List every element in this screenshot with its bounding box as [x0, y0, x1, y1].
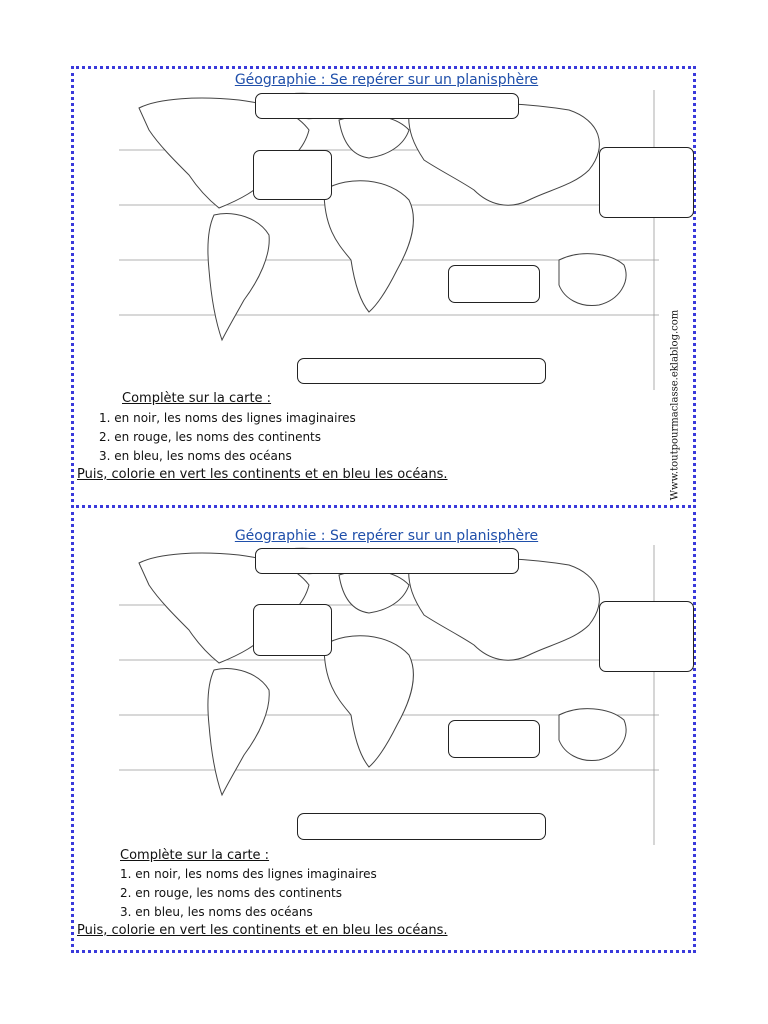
world-map [119, 90, 659, 390]
answer-box-right[interactable] [599, 601, 694, 672]
instructions-list [99, 409, 356, 466]
watermark [664, 310, 686, 500]
instruction-item [99, 447, 356, 466]
instruction-text: en bleu, les noms des océans [135, 905, 313, 919]
instructions-list [120, 865, 377, 922]
instruction-text: en rouge, les noms des continents [135, 886, 343, 900]
instruction-item [120, 865, 377, 884]
answer-box-middle[interactable] [448, 720, 540, 758]
instruction-number: 1. [120, 867, 132, 881]
answer-box-right[interactable] [599, 147, 694, 218]
worksheet-title: Géographie : Se repérer sur un planisphère [234, 72, 539, 88]
instruction-item [120, 903, 377, 922]
instructions-heading: Complète sur la carte : [120, 848, 270, 863]
worksheet-top [71, 66, 696, 508]
answer-box-left[interactable] [253, 604, 332, 656]
instruction-item [120, 884, 377, 903]
instruction-number: 3. [99, 449, 111, 463]
instruction-text: en rouge, les noms des continents [114, 430, 322, 444]
answer-box-middle[interactable] [448, 265, 540, 303]
world-map [119, 545, 659, 845]
final-instruction: Puis, colorie en vert les continents et en bleu les océans. [77, 923, 448, 938]
instruction-number: 2. [120, 886, 132, 900]
final-instruction: Puis, colorie en vert les continents et en bleu les océans. [77, 467, 448, 482]
answer-box-top[interactable] [255, 548, 519, 574]
instructions-heading: Complète sur la carte : [122, 391, 272, 406]
instruction-number: 1. [99, 411, 111, 425]
instruction-item [99, 409, 356, 428]
instruction-text: en noir, les noms des lignes imaginaires [114, 411, 356, 425]
answer-box-top[interactable] [255, 93, 519, 119]
worksheet-bottom [71, 505, 696, 953]
instruction-text: en noir, les noms des lignes imaginaires [135, 867, 377, 881]
instruction-number: 3. [120, 905, 132, 919]
instruction-text: en bleu, les noms des océans [114, 449, 292, 463]
instruction-number: 2. [99, 430, 111, 444]
instruction-item [99, 428, 356, 447]
answer-box-left[interactable] [253, 150, 332, 200]
watermark-text: Www.toutpourmaclasse.eklablog.com [669, 309, 681, 501]
answer-box-bottom[interactable] [297, 813, 546, 840]
worksheet-title: Géographie : Se repérer sur un planisphère [234, 528, 539, 544]
answer-box-bottom[interactable] [297, 358, 546, 384]
